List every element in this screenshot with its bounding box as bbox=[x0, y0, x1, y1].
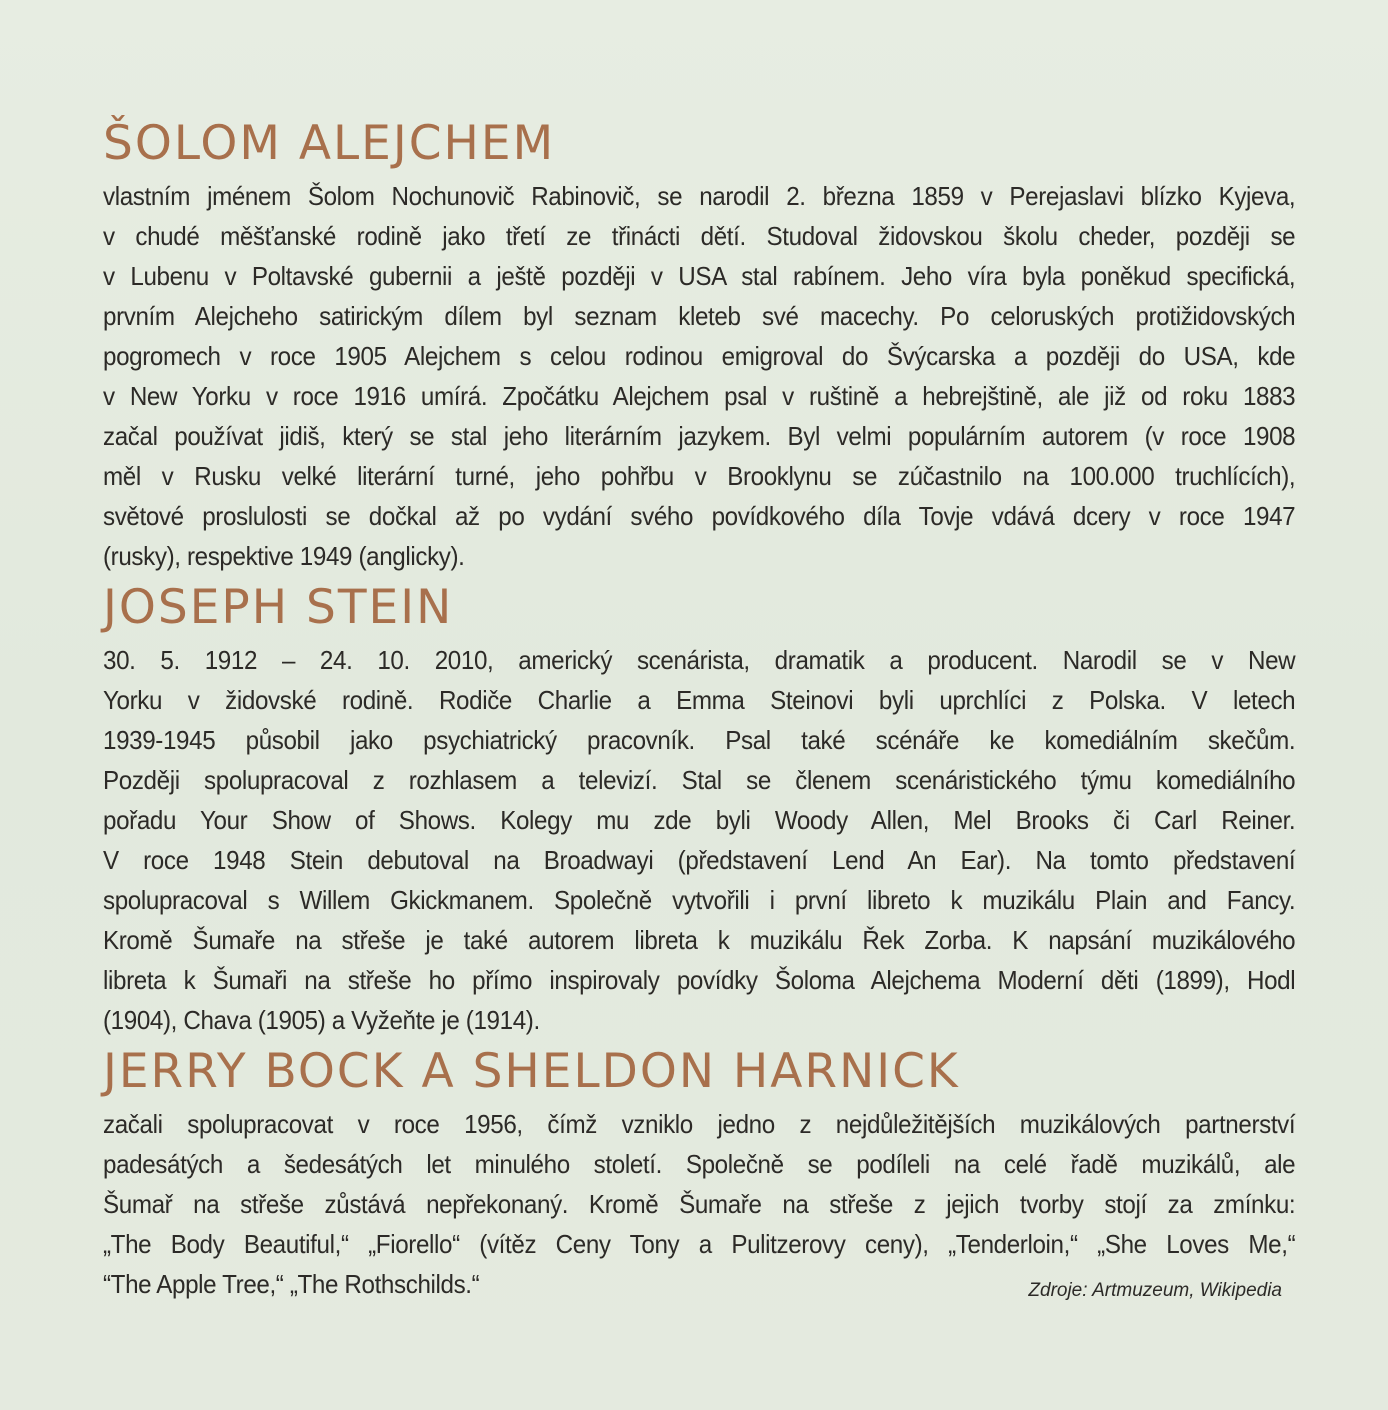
paragraph-bock-harnick bbox=[103, 1104, 1295, 1304]
text-line: spolupracoval s Willem Gkickmanem. Společně vytvořili i první libreto k muzikálu Plain and Fancy. bbox=[103, 885, 1296, 915]
document-body bbox=[103, 112, 1295, 1304]
heading-bock-harnick: JERRY BOCK A SHELDON HARNICK bbox=[103, 1044, 960, 1099]
text-line: 30. 5. 1912 – 24. 10. 2010, americký scenárista, dramatik a producent. Narodil se v New bbox=[103, 645, 1296, 675]
heading-sholom-aleichem: ŠOLOM ALEJCHEM bbox=[103, 116, 556, 171]
text-line: začal používat jidiš, který se stal jeho literárním jazykem. Byl velmi populárním autorem (v roce 1908 bbox=[103, 421, 1296, 451]
text-line: Později spolupracoval z rozhlasem a televizí. Stal se členem scenáristického týmu komediálního bbox=[103, 765, 1296, 795]
text-line: Yorku v židovské rodině. Rodiče Charlie a Emma Steinovi byli uprchlíci z Polska. V letech bbox=[103, 685, 1296, 715]
text-line: V roce 1948 Stein debutoval na Broadwayi (představení Lend An Ear). Na tomto představení bbox=[103, 845, 1296, 875]
text-line: libreta k Šumaři na střeše ho přímo inspirovaly povídky Šoloma Alejchema Moderní děti (1899), Hodl bbox=[103, 965, 1296, 995]
section-joseph-stein bbox=[103, 576, 1295, 1040]
text-line: v chudé měšťanské rodině jako třetí ze třinácti dětí. Studoval židovskou školu cheder, později se bbox=[103, 221, 1296, 251]
text-line: (rusky), respektive 1949 (anglicky). bbox=[103, 541, 465, 571]
text-line: „The Body Beautiful,“ „Fiorello“ (vítěz Ceny Tony a Pulitzerovy ceny), „Tenderloin,“ „She Loves Me,“ bbox=[103, 1229, 1296, 1259]
section-bock-harnick bbox=[103, 1040, 1295, 1304]
paragraph-joseph-stein bbox=[103, 640, 1295, 1040]
text-line: prvním Alejcheho satirickým dílem byl seznam kleteb své macechy. Po celoruských protižidovských bbox=[103, 301, 1296, 331]
text-line: Kromě Šumaře na střeše je také autorem libreta k muzikálu Řek Zorba. K napsání muzikálového bbox=[103, 925, 1296, 955]
source-note: Zdroje: Artmuzeum, Wikipedia bbox=[1028, 1280, 1282, 1301]
text-line: vlastním jménem Šolom Nochunovič Rabinovič, se narodil 2. března 1859 v Perejaslavi blízko Kyjeva, bbox=[103, 181, 1296, 211]
paragraph-sholom-aleichem bbox=[103, 176, 1295, 576]
text-line: v New Yorku v roce 1916 umírá. Zpočátku Alejchem psal v ruštině a hebrejštině, ale již od roku 1883 bbox=[103, 381, 1296, 411]
text-line: padesátých a šedesátých let minulého století. Společně se podíleli na celé řadě muzikálů, ale bbox=[103, 1149, 1296, 1179]
text-line: v Lubenu v Poltavské gubernii a ještě později v USA stal rabínem. Jeho víra byla poněkud specifická, bbox=[103, 261, 1296, 291]
text-line: 1939-1945 působil jako psychiatrický pracovník. Psal také scénáře ke komediálním skečům. bbox=[103, 725, 1296, 755]
heading-joseph-stein: JOSEPH STEIN bbox=[103, 580, 454, 635]
text-line: “The Apple Tree,“ „The Rothschilds.“ bbox=[103, 1269, 480, 1299]
text-line: pořadu Your Show of Shows. Kolegy mu zde byli Woody Allen, Mel Brooks či Carl Reiner. bbox=[103, 805, 1296, 835]
text-line: světové proslulosti se dočkal až po vydání svého povídkového díla Tovje vdává dcery v roce 1947 bbox=[103, 501, 1296, 531]
section-sholom-aleichem bbox=[103, 112, 1295, 576]
text-line: pogromech v roce 1905 Alejchem s celou rodinou emigroval do Švýcarska a později do USA, kde bbox=[103, 341, 1296, 371]
text-line: Šumař na střeše zůstává nepřekonaný. Kromě Šumaře na střeše z jejich tvorby stojí za zmínku: bbox=[103, 1189, 1296, 1219]
text-line: začali spolupracovat v roce 1956, čímž vzniklo jedno z nejdůležitějších muzikálových partnerství bbox=[103, 1109, 1296, 1139]
text-line: měl v Rusku velké literární turné, jeho pohřbu v Brooklynu se zúčastnilo na 100.000 truchlících), bbox=[103, 461, 1296, 491]
text-line: (1904), Chava (1905) a Vyžeňte je (1914). bbox=[103, 1005, 540, 1035]
